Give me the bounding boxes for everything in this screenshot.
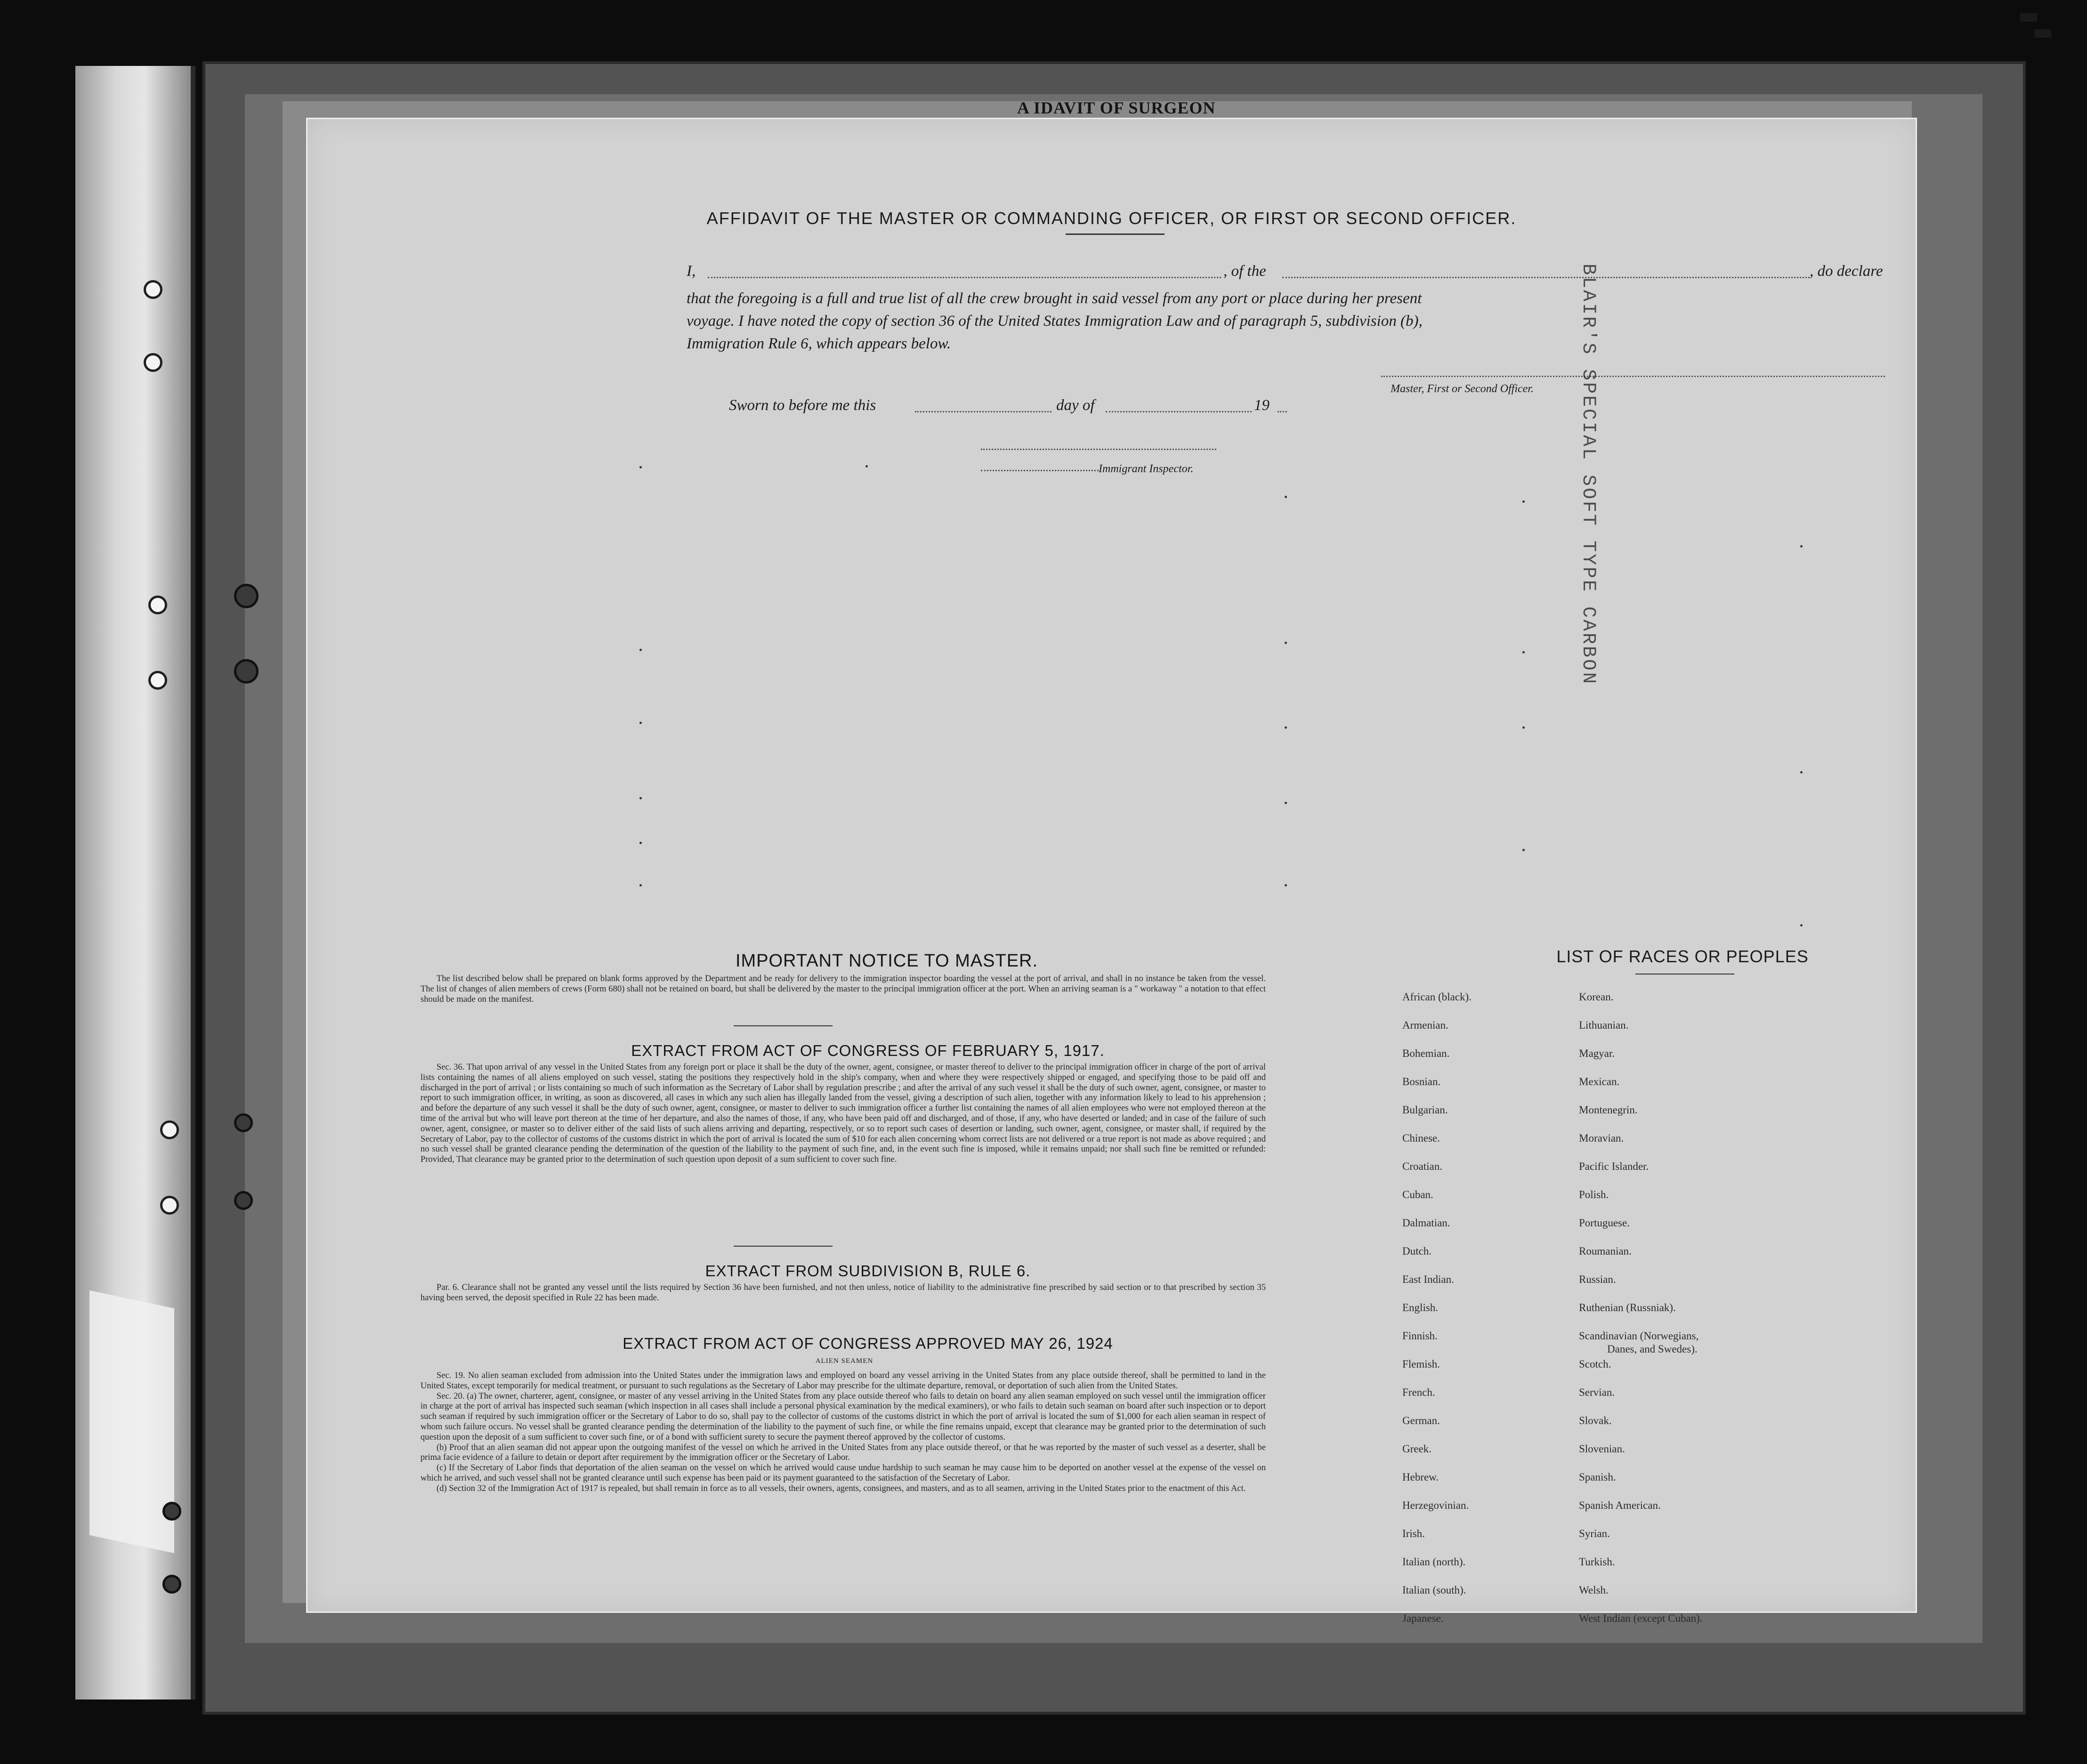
race-item: Slovak. bbox=[1579, 1415, 1612, 1426]
notice-paragraph: The list described below shall be prepared on blank forms approved by the Department and be ready for delivery to the immigration inspector boarding the vessel at the port of arrival, and shall in no instance be taken from the vessel. The list of changes of alien members of crews (Form 680) shall not be retained on board, but shall be delivered by the master to the principal immigration officer at the port. When an arriving seaman is a " workaway " a notation to that effect should be made on the manifest. bbox=[421, 974, 1266, 1004]
sworn-month-field[interactable] bbox=[1106, 411, 1252, 412]
race-item: Japanese. bbox=[1402, 1612, 1444, 1624]
declaration-line: that the foregoing is a full and true list of all the crew brought in said vessel from any port or place during her present bbox=[687, 290, 1422, 307]
binder-left-strip bbox=[75, 66, 195, 1700]
race-item: German. bbox=[1402, 1415, 1440, 1426]
divider bbox=[1635, 974, 1734, 975]
column-mark bbox=[1285, 726, 1287, 729]
year-prefix: 19 bbox=[1254, 397, 1270, 414]
extract-1924-paragraph: Sec. 20. (a) The owner, charterer, agent, consignee, or master of any vessel arriving in the United States from any place outside thereof who fails to detain on board any alien seaman employed on such vessel until the immigration officer in charge at the port of arrival has inspected such seaman (which inspection in all cases shall include a personal physical examination by the medical examiners), or who fails to detain such seaman on board after such inspection or to deport such seaman if required by such immigration officer or the Secretary of Labor to do so, shall pay to the collector of customs of the customs district in which the port of arrival is located the sum of $1,000 for each alien seaman in respect of whom such failure occurs. No vessel shall be granted clearance pending the determination of the liability to the payment of such fine, or while the fine remains unpaid, except that clearance may be granted prior to the determination of such question upon the deposit of a sum sufficient to cover such fine, or of a bond with sufficient surety to secure the payment thereof approved by the collector of customs. bbox=[421, 1391, 1266, 1442]
race-item: Flemish. bbox=[1402, 1358, 1440, 1370]
race-item: Syrian. bbox=[1579, 1528, 1610, 1539]
sworn-label: Sworn to before me this bbox=[729, 397, 876, 414]
race-item: Magyar. bbox=[1579, 1047, 1615, 1059]
extract-1924-subtitle: ALIEN SEAMEN bbox=[815, 1357, 874, 1365]
races-title: LIST OF RACES OR PEOPLES bbox=[1556, 947, 1809, 966]
race-item: Polish. bbox=[1579, 1189, 1609, 1200]
declaration-text bbox=[687, 287, 1574, 355]
binder-hole bbox=[148, 671, 167, 690]
extract-1917-title: EXTRACT FROM ACT OF CONGRESS OF FEBRUARY 5, 1917. bbox=[631, 1042, 1105, 1059]
column-mark bbox=[1522, 849, 1525, 851]
race-item: Ruthenian (Russniak). bbox=[1579, 1302, 1676, 1313]
day-of-label: day of bbox=[1056, 397, 1095, 414]
binder-hole bbox=[160, 1120, 179, 1139]
declaration-line: Immigration Rule 6, which appears below. bbox=[687, 335, 951, 352]
column-mark bbox=[1800, 924, 1803, 926]
extract-1924-title: EXTRACT FROM ACT OF CONGRESS APPROVED MAY 26, 1924 bbox=[623, 1335, 1113, 1352]
crew-list-form-page bbox=[306, 118, 1917, 1624]
race-item: Irish. bbox=[1402, 1528, 1425, 1539]
race-item: Armenian. bbox=[1402, 1019, 1448, 1031]
race-item: Finnish. bbox=[1402, 1330, 1438, 1342]
binder-hole bbox=[162, 1575, 181, 1594]
race-item: Scotch. bbox=[1579, 1358, 1611, 1370]
divider bbox=[1066, 234, 1165, 235]
race-item: Greek. bbox=[1402, 1443, 1432, 1455]
race-item: French. bbox=[1402, 1386, 1435, 1398]
column-mark bbox=[1285, 884, 1287, 886]
vessel-name-field[interactable] bbox=[1282, 277, 1810, 278]
column-mark bbox=[1800, 771, 1803, 773]
race-item: Servian. bbox=[1579, 1386, 1615, 1398]
race-item: Italian (north). bbox=[1402, 1556, 1466, 1568]
master-signature-field[interactable] bbox=[1381, 376, 1885, 377]
race-item: Slovenian. bbox=[1579, 1443, 1625, 1455]
column-mark bbox=[1285, 642, 1287, 644]
race-item: Italian (south). bbox=[1402, 1584, 1466, 1596]
column-mark bbox=[1285, 802, 1287, 804]
column-mark bbox=[866, 465, 868, 467]
race-item: Turkish. bbox=[1579, 1556, 1615, 1568]
divider bbox=[734, 1025, 833, 1026]
side-stamp: BLAIR'S SPECIAL SOFT TYPE CARBON bbox=[1577, 264, 1599, 686]
column-mark bbox=[639, 797, 642, 799]
binder-hole bbox=[234, 1113, 253, 1132]
race-item: Hebrew. bbox=[1402, 1471, 1439, 1483]
race-item: Spanish American. bbox=[1579, 1499, 1661, 1511]
underlying-sheet-title: A IDAVIT OF SURGEON bbox=[1017, 98, 1216, 117]
race-item: Moravian. bbox=[1579, 1132, 1624, 1144]
race-item: Welsh. bbox=[1579, 1584, 1609, 1596]
race-item: Cuban. bbox=[1402, 1189, 1433, 1200]
race-item: Scandinavian (Norwegians, bbox=[1579, 1330, 1699, 1342]
corner-mark bbox=[2034, 29, 2051, 38]
race-item: Dalmatian. bbox=[1402, 1217, 1450, 1229]
column-mark bbox=[1800, 545, 1803, 548]
declaration-line: voyage. I have noted the copy of section 36 of the United States Immigration Law and of paragraph 5, subdivision (b), bbox=[687, 313, 1423, 330]
divider bbox=[734, 1246, 833, 1247]
inspector-signature-field[interactable] bbox=[981, 470, 1099, 471]
race-item: Danes, and Swedes). bbox=[1607, 1343, 1698, 1355]
column-mark bbox=[639, 722, 642, 724]
race-item: East Indian. bbox=[1402, 1273, 1454, 1285]
affidavit-title: AFFIDAVIT OF THE MASTER OR COMMANDING OFFICER, OR FIRST OR SECOND OFFICER. bbox=[706, 209, 1517, 228]
column-mark bbox=[639, 649, 642, 651]
race-item: Dutch. bbox=[1402, 1245, 1432, 1257]
binder-hole bbox=[234, 1191, 253, 1210]
race-item: English. bbox=[1402, 1302, 1439, 1313]
race-item: West Indian (except Cuban). bbox=[1579, 1612, 1703, 1624]
column-mark bbox=[1522, 726, 1525, 729]
notice-title: IMPORTANT NOTICE TO MASTER. bbox=[735, 951, 1038, 971]
extract-1917-paragraph: Sec. 36. That upon arrival of any vessel in the United States from any foreign port or place it shall be the duty of the owner, agent, consignee, or master thereof to deliver to the principal immigration officer in charge of the port of arrival lists containing the names of all aliens employed on such vessel, stating the positions they respectively hold in the ship's company, when and where they were respectively shipped or engaged, and specifying those to be paid off and discharged in the port of arrival ; or lists containing so much of such information as the Secretary of Labor shall by regulation prescribe ; and after the arrival of any such vessel it shall be the duty of such owner, agent, consignee, or master to report to such immigration officer, in writing, as soon as discovered, all cases in which any such alien has illegally landed from the vessel, giving a description of such alien, together with any information likely to lead to his apprehension ; and before the departure of any such vessel it shall be the duty of such owner, agent, consignee, or master to deliver to such immigration officer a further list containing the names of all alien employees who were not employed thereon at the time of the arrival but who will leave port thereon at the time of her departure, and also the names of those, if any, who have been paid off and discharged, and of those, if any, who have deserted or landed; and in case of the failure of such owner, agent, consignee, or master so to deliver either of the said lists of such aliens arriving and departing, respectively, or so to report such cases of desertion or landing, such owner, agent, consignee, or master shall, if required by the Secretary of Labor, pay to the collector of customs of the customs district in which the port of arrival is located the sum of $10 for each alien concerning whom correct lists are not delivered or a true report is not made as above required ; and no such vessel shall be granted clearance pending the determination of the question of the liability to the payment of such fine, and, in the event such fine is imposed, while it remains unpaid; nor shall such fine be remitted or refunded: Provided, That clearance may be granted prior to the determination of such question upon deposit of a sum sufficient to cover such fine. bbox=[421, 1062, 1266, 1165]
race-item: Korean. bbox=[1579, 991, 1614, 1003]
column-mark bbox=[1522, 500, 1525, 503]
binder-hole bbox=[162, 1502, 181, 1521]
race-item: Portuguese. bbox=[1579, 1217, 1630, 1229]
race-item: Pacific Islander. bbox=[1579, 1160, 1649, 1172]
binder-hole bbox=[234, 659, 259, 684]
torn-paper-fragment bbox=[89, 1290, 174, 1553]
binder-hole bbox=[160, 1196, 179, 1215]
master-signature-label: Master, First or Second Officer. bbox=[1391, 383, 1534, 395]
race-item: Bohemian. bbox=[1402, 1047, 1450, 1059]
race-item: Croatian. bbox=[1402, 1160, 1442, 1172]
race-item: Montenegrin. bbox=[1579, 1104, 1638, 1116]
binder-hole bbox=[144, 353, 162, 372]
notice-body bbox=[421, 974, 1266, 1004]
extract-rule6-paragraph: Par. 6. Clearance shall not be granted any vessel until the lists required by Section 36 have been furnished, and not then unless, notice of liability to the administrative fine prescribed by said section or to that prescribed by section 35 having been served, the deposit specified in Rule 22 has been made. bbox=[421, 1282, 1266, 1303]
do-declare-label: , do declare bbox=[1810, 263, 1883, 280]
extract-1924-paragraph: (c) If the Secretary of Labor finds that deportation of the alien seaman on the vessel on which he arrived would cause undue hardship to such seaman he may cause him to be deported on another vessel at the expense of the vessel on which he arrived, and such vessel shall not be granted clearance until such expense has been paid or its payment guaranteed to the satisfaction of the Secretary of Labor. bbox=[421, 1463, 1266, 1483]
column-mark bbox=[639, 884, 642, 886]
extract-1924-paragraph: Sec. 19. No alien seaman excluded from admission into the United States under the immigration laws and employed on board any vessel arriving in the United States from any place outside thereof, shall be permitted to land in the United States, except temporarily for medical treatment, or pursuant to such regulations as the Secretary of Labor may prescribe for the ultimate departure, removal, or deportation of such alien from the United States. bbox=[421, 1370, 1266, 1391]
race-item: Lithuanian. bbox=[1579, 1019, 1629, 1031]
inspector-signature-line bbox=[981, 449, 1216, 450]
extract-1924-body bbox=[421, 1370, 1266, 1494]
race-item: Roumanian. bbox=[1579, 1245, 1632, 1257]
extract-rule6-body bbox=[421, 1282, 1266, 1303]
binder-hole bbox=[144, 280, 162, 299]
race-item: Bosnian. bbox=[1402, 1076, 1441, 1087]
column-mark bbox=[639, 842, 642, 844]
sworn-year-field[interactable] bbox=[1278, 411, 1287, 412]
binder-hole bbox=[148, 596, 167, 614]
race-item: Herzegovinian. bbox=[1402, 1499, 1469, 1511]
race-item: Chinese. bbox=[1402, 1132, 1440, 1144]
sworn-day-field[interactable] bbox=[915, 411, 1052, 412]
race-item: African (black). bbox=[1402, 991, 1472, 1003]
race-item: Russian. bbox=[1579, 1273, 1616, 1285]
column-mark bbox=[639, 466, 642, 468]
column-mark bbox=[1522, 651, 1525, 653]
extract-1924-paragraph: (d) Section 32 of the Immigration Act of 1917 is repealed, but shall remain in force as to all vessels, their owners, agents, consignees, and masters, and as to all seamen, arriving in the United States prior to the enactment of this Act. bbox=[437, 1483, 1246, 1493]
inspector-label: Immigrant Inspector. bbox=[1099, 463, 1194, 475]
declarant-name-field[interactable] bbox=[708, 277, 1221, 278]
column-mark bbox=[1285, 496, 1287, 498]
corner-mark bbox=[2020, 13, 2037, 22]
race-item: Mexican. bbox=[1579, 1076, 1620, 1087]
declarant-label: I, bbox=[687, 263, 696, 280]
extract-rule6-title: EXTRACT FROM SUBDIVISION B, RULE 6. bbox=[705, 1262, 1031, 1280]
race-item: Spanish. bbox=[1579, 1471, 1616, 1483]
extract-1924-paragraph: (b) Proof that an alien seaman did not appear upon the outgoing manifest of the vessel on which he arrived in the United States from any place outside thereof, or that he was reported by the master of such vessel as a deserter, shall be prima facie evidence of a failure to detain or deport after requirement by the immigration officer or the Secretary of Labor. bbox=[421, 1442, 1266, 1463]
binder-hole bbox=[234, 584, 259, 608]
extract-1917-body bbox=[421, 1062, 1266, 1165]
of-the-label: , of the bbox=[1223, 263, 1266, 280]
race-item: Bulgarian. bbox=[1402, 1104, 1448, 1116]
